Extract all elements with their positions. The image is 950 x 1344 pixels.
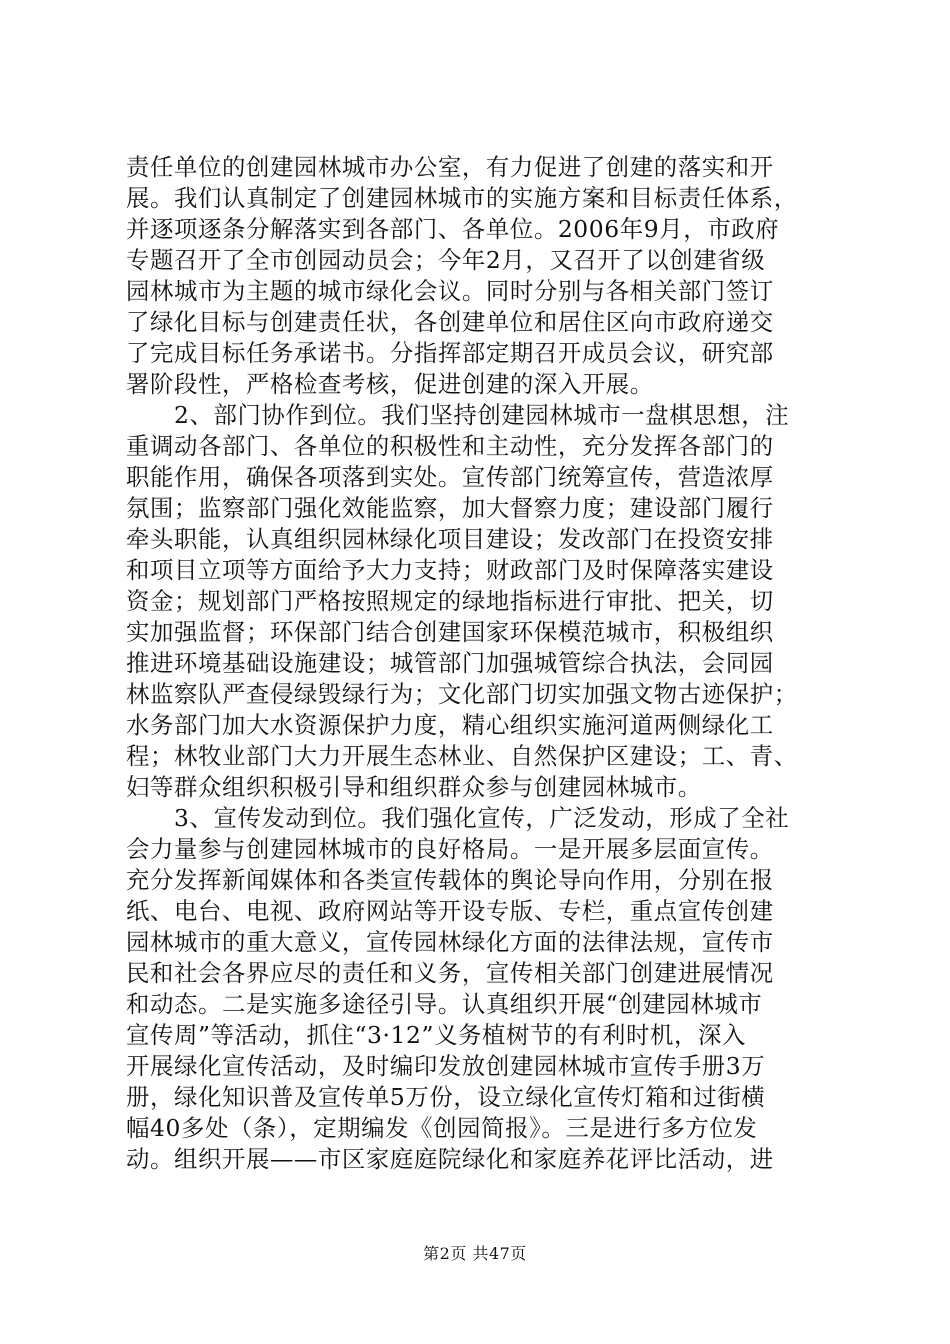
text-line: 牵头职能，认真组织园林绿化项目建设；发改部门在投资安排 [126,525,774,553]
text-line: 水务部门加大水资源保护力度，精心组织实施河道两侧绿化工 [126,711,774,739]
text-line: 妇等群众组织积极引导和组织群众参与创建园林城市。 [126,773,702,801]
document-body [126,152,828,1175]
text-line: 开展绿化宣传活动，及时编印发放创建园林城市宣传手册3万 [126,1052,766,1080]
text-line: 2、部门协作到位。我们坚持创建园林城市一盘棋思想，注 [126,401,790,429]
text-line: 职能作用，确保各项落到实处。宣传部门统筹宣传，营造浓厚 [126,463,774,491]
text-line: 实加强监督；环保部门结合创建国家环保模范城市，积极组织 [126,618,774,646]
text-line: 氛围；监察部门强化效能监察，加大督察力度；建设部门履行 [126,494,774,522]
text-line: 和动态。二是实施多途径引导。认真组织开展“创建园林城市 [126,990,763,1018]
text-line: 册，绿化知识普及宣传单5万份，设立绿化宣传灯箱和过街横 [126,1083,766,1111]
text-line: 和项目立项等方面给予大力支持；财政部门及时保障落实建设 [126,556,774,584]
text-line: 纸、电台、电视、政府网站等开设专版、专栏，重点宣传创建 [126,897,774,925]
text-line: 动。组织开展——市区家庭庭院绿化和家庭养花评比活动，进 [126,1145,774,1173]
text-line: 了完成目标任务承诺书。分指挥部定期召开成员会议，研究部 [126,339,774,367]
text-line: 幅40多处（条），定期编发《创园简报》。三是进行多方位发 [126,1114,758,1142]
text-line: 程；林牧业部门大力开展生态林业、自然保护区建设；工、青、 [126,742,798,770]
text-line: 并逐项逐条分解落实到各部门、各单位。2006年9月，市政府 [126,215,780,243]
text-line: 会力量参与创建园林城市的良好格局。一是开展多层面宣传。 [126,835,774,863]
text-line: 了绿化目标与创建责任状，各创建单位和居住区向市政府递交 [126,308,774,336]
text-line: 林监察队严查侵绿毁绿行为；文化部门切实加强文物古迹保护； [126,680,798,708]
page-footer: 第2页 共47页 [423,1244,527,1263]
text-line: 推进环境基础设施建设；城管部门加强城管综合执法，会同园 [126,649,774,677]
text-line: 民和社会各界应尽的责任和义务，宣传相关部门创建进展情况 [126,959,774,987]
text-line: 展。我们认真制定了创建园林城市的实施方案和目标责任体系， [126,184,798,212]
text-line: 专题召开了全市创园动员会；今年2月，又召开了以创建省级 [126,246,766,274]
text-line: 责任单位的创建园林城市办公室，有力促进了创建的落实和开 [126,153,774,181]
text-line: 重调动各部门、各单位的积极性和主动性，充分发挥各部门的 [126,432,774,460]
text-line: 充分发挥新闻媒体和各类宣传载体的舆论导向作用，分别在报 [126,866,774,894]
text-line: 园林城市的重大意义，宣传园林绿化方面的法律法规，宣传市 [126,928,774,956]
text-line: 资金；规划部门严格按照规定的绿地指标进行审批、把关，切 [126,587,774,615]
text-line: 3、宣传发动到位。我们强化宣传，广泛发动，形成了全社 [126,804,790,832]
text-line: 园林城市为主题的城市绿化会议。同时分别与各相关部门签订 [126,277,774,305]
text-line: 宣传周”等活动，抓住“3·12”义务植树节的有利时机，深入 [126,1021,746,1049]
text-line: 署阶段性，严格检查考核，促进创建的深入开展。 [126,370,654,398]
